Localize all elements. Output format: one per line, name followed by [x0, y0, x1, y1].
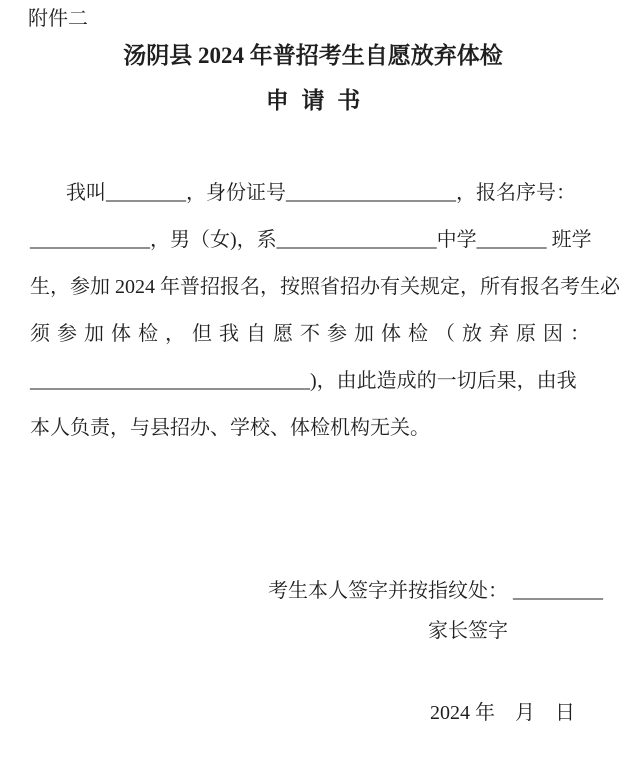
body-line-5: ____________________________)，由此造成的一切后果，由我 — [30, 370, 577, 392]
body-paragraph — [30, 170, 620, 452]
body-line-1: 我叫________，身份证号_________________，报名序号： — [66, 182, 576, 204]
candidate-signature-line: 考生本人签字并按指纹处： _________ — [268, 580, 603, 602]
parent-signature-label: 家长签字 — [428, 620, 508, 642]
body-line-6: 本人负责，与县招办、学校、体检机构无关。 — [30, 417, 430, 439]
attachment-label: 附件二 — [28, 8, 88, 30]
body-line-4: 须参加体检，但我自愿不参加体检（放弃原因： — [30, 323, 597, 345]
body-line-2: ____________，男（女)，系________________中学_______ 班学 — [30, 229, 592, 251]
document-title: 汤阴县 2024 年普招考生自愿放弃体检 — [123, 43, 503, 68]
document-subtitle: 申 请 书 — [265, 88, 361, 113]
date-line: 2024 年 月 日 — [430, 702, 575, 724]
body-line-3: 生，参加 2024 年普招报名，按照省招办有关规定，所有报名考生必 — [30, 276, 620, 298]
